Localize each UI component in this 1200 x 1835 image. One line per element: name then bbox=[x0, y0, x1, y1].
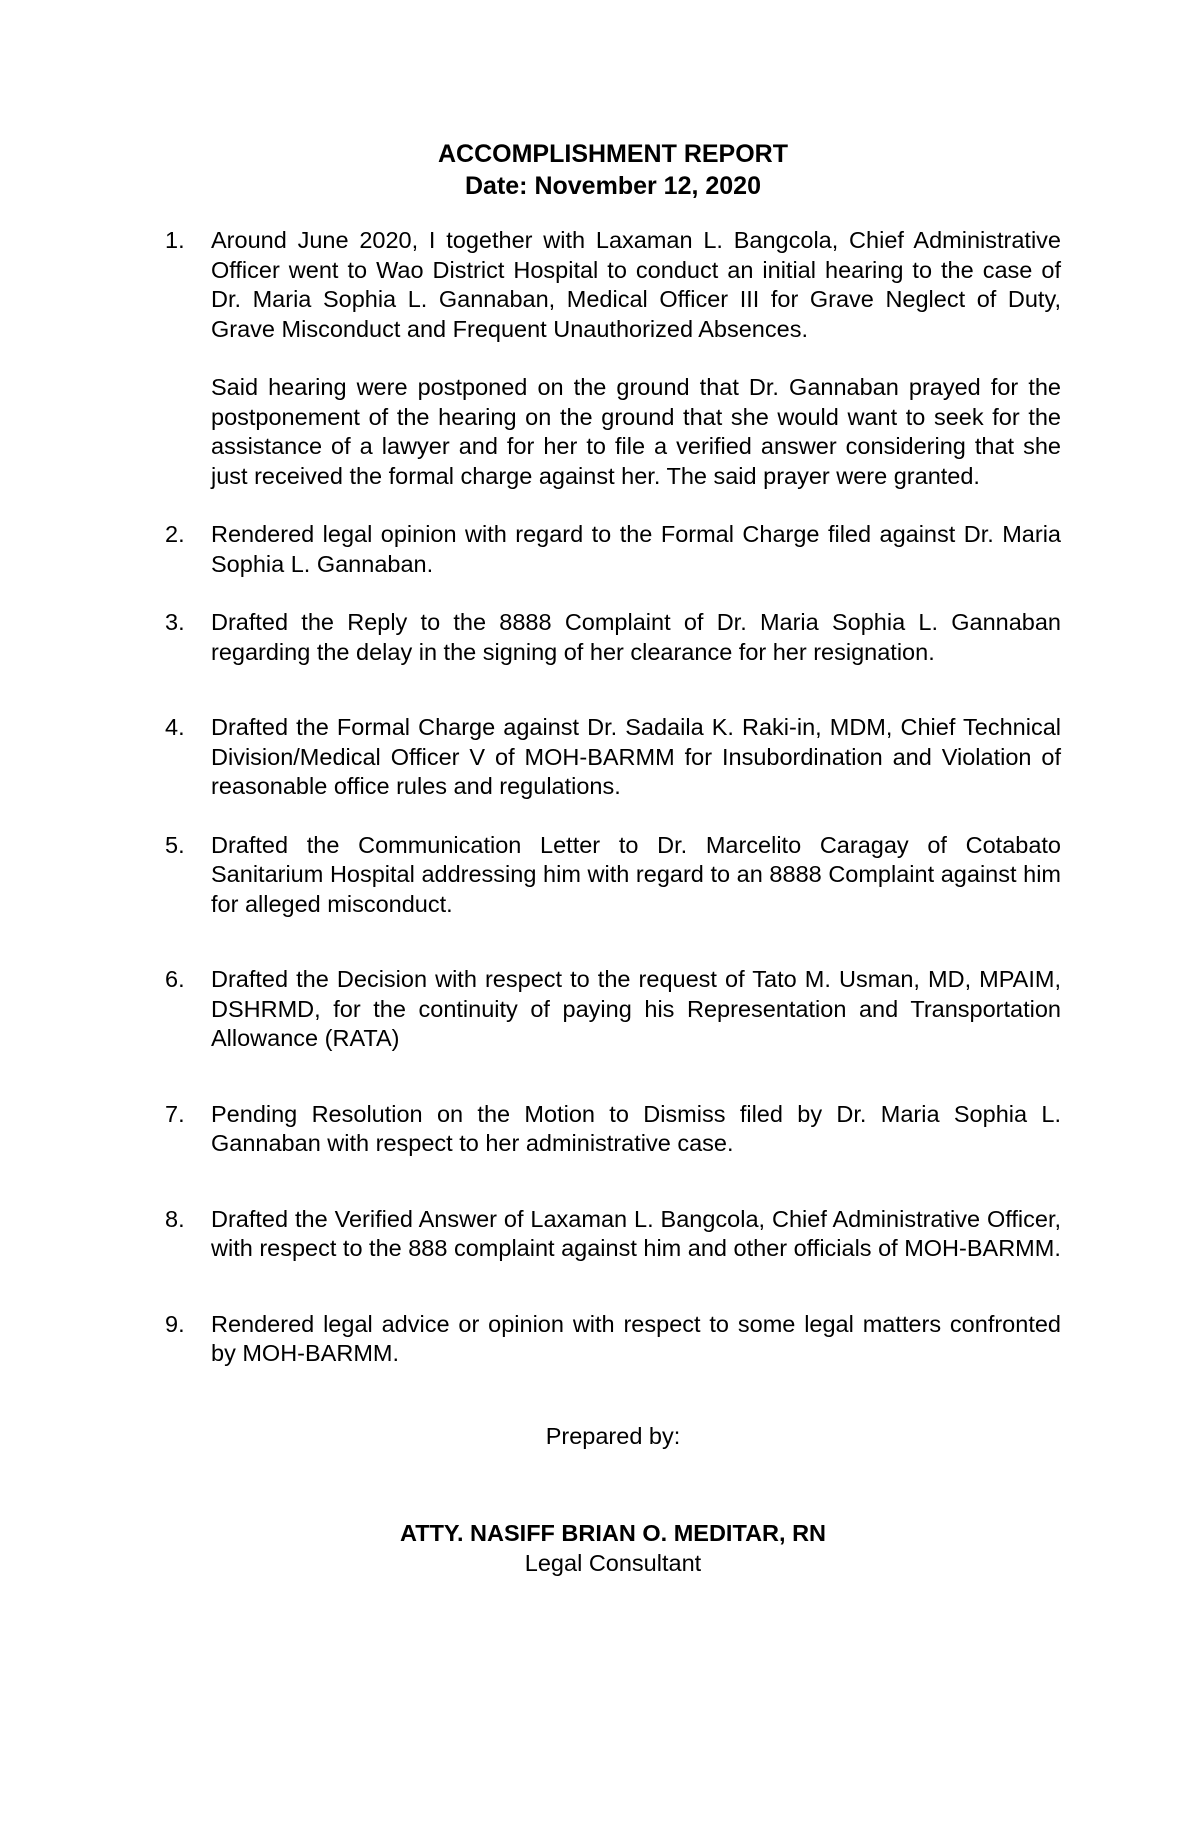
list-item bbox=[165, 1205, 1061, 1264]
item-text bbox=[211, 520, 1061, 579]
item-text bbox=[211, 608, 1061, 667]
item-text bbox=[211, 1205, 1061, 1264]
signature-block bbox=[165, 1421, 1061, 1578]
item-text bbox=[211, 831, 1061, 920]
report-title: ACCOMPLISHMENT REPORT bbox=[438, 140, 788, 168]
list-item bbox=[165, 226, 1061, 491]
item-paragraph: Pending Resolution on the Motion to Dismiss filed by Dr. Maria Sophia L. Gannaban with respect to her administrative case. bbox=[211, 1100, 1061, 1156]
report-header bbox=[165, 138, 1061, 202]
list-item bbox=[165, 965, 1061, 1054]
item-number: 7. bbox=[165, 1100, 185, 1127]
item-number: 1. bbox=[165, 227, 185, 253]
item-text bbox=[211, 1100, 1061, 1159]
item-text bbox=[211, 965, 1061, 1054]
item-paragraph: Around June 2020, I together with Laxaman L. Bangcola, Chief Administrative Officer went to Wao District Hospital to conduct an initial hearing to the case of Dr. Maria Sophia L. Gannaban, Medical Officer III for Grave Neglect of Duty, Grave Misconduct and Frequent Unauthorized Absences. bbox=[211, 227, 1061, 342]
accomplishment-list bbox=[165, 226, 1061, 1369]
item-paragraph: Said hearing were postponed on the ground that Dr. Gannaban prayed for the postponement of the hearing on the ground that she would want to seek for the assistance of a lawyer and for her to file a verified answer considering that she just received the formal charge against her. The said prayer were granted. bbox=[211, 374, 1061, 489]
item-paragraph: Drafted the Communication Letter to Dr. Marcelito Caragay of Cotabato Sanitarium Hospital addressing him with regard to an 8888 Complaint against him for alleged misconduct. bbox=[211, 831, 1061, 917]
item-number: 6. bbox=[165, 966, 185, 992]
signatory-position: Legal Consultant bbox=[524, 1549, 702, 1576]
item-paragraph: Drafted the Decision with respect to the request of Tato M. Usman, MD, MPAIM, DSHRMD, for the continuity of paying his Representation and Transportation Allowance (RATA) bbox=[211, 966, 1061, 1051]
item-text bbox=[211, 1310, 1061, 1369]
item-text bbox=[211, 226, 1061, 491]
list-item bbox=[165, 831, 1061, 920]
item-text bbox=[211, 713, 1061, 802]
list-item bbox=[165, 520, 1061, 579]
item-paragraph: Drafted the Verified Answer of Laxaman L. Bangcola, Chief Administrative Officer, with respect to the 888 complaint against him and other officials of MOH-BARMM. bbox=[211, 1205, 1061, 1261]
item-number: 3. bbox=[165, 609, 185, 635]
item-paragraph: Drafted the Reply to the 8888 Complaint of Dr. Maria Sophia L. Gannaban regarding the delay in the signing of her clearance for her resignation. bbox=[211, 609, 1061, 665]
item-paragraph: Drafted the Formal Charge against Dr. Sadaila K. Raki-in, MDM, Chief Technical Division/Medical Officer V of MOH-BARMM for Insubordination and Violation of reasonable office rules and regulations. bbox=[211, 714, 1061, 799]
item-number: 9. bbox=[165, 1310, 185, 1337]
item-paragraph: Rendered legal advice or opinion with respect to some legal matters confronted by MOH-BARMM. bbox=[211, 1310, 1061, 1366]
report-date: Date: November 12, 2020 bbox=[465, 172, 761, 200]
item-number: 5. bbox=[165, 831, 185, 858]
list-item bbox=[165, 1100, 1061, 1159]
prepared-by-label: Prepared by: bbox=[545, 1422, 681, 1449]
item-number: 2. bbox=[165, 521, 185, 547]
signatory-name: ATTY. NASIFF BRIAN O. MEDITAR, RN bbox=[399, 1519, 827, 1546]
list-item bbox=[165, 1310, 1061, 1369]
item-number: 8. bbox=[165, 1205, 185, 1232]
item-number: 4. bbox=[165, 714, 185, 740]
list-item bbox=[165, 608, 1061, 667]
list-item bbox=[165, 713, 1061, 802]
item-paragraph: Rendered legal opinion with regard to the Formal Charge filed against Dr. Maria Sophia L. Gannaban. bbox=[211, 521, 1061, 577]
